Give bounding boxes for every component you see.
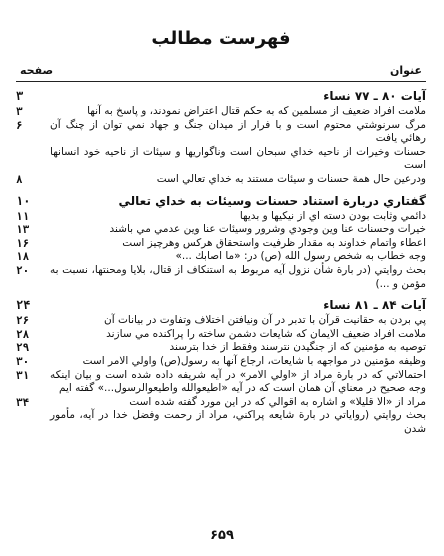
toc-entry-page: ۱۸ <box>16 250 30 264</box>
toc-entry-title: بحث روايتي (رواياتي در بارة شايعه پراكني، مراد از رحمت وفضل خدا در آيه، مأمور شدن <box>50 409 426 435</box>
toc-entry <box>16 409 426 436</box>
page-column-header: صفحه <box>20 64 54 77</box>
toc-entry <box>16 173 426 187</box>
toc-entry <box>16 369 426 396</box>
toc-entry-page: ۱۱ <box>16 209 30 223</box>
toc-entry-page: ۳ <box>16 105 23 118</box>
toc-entry-page: ۸ <box>16 172 23 186</box>
toc-section-heading <box>16 297 426 314</box>
toc-entry <box>16 355 426 369</box>
toc-entry-title: توصيه به مؤمنين كه از جنگيدن نترسند وفقط از خدا بترسند <box>169 341 426 354</box>
page-title: فهرست مطالب <box>151 28 291 49</box>
toc-entry-title: اعطاء واتمام خداوند به مقدار ظرفيت واستحقاق هركس وهرچيز است <box>122 236 426 249</box>
header-divider <box>16 81 426 82</box>
toc-entry <box>16 119 426 146</box>
toc-section-heading <box>16 88 426 105</box>
toc-entry-page: ۲۴ <box>16 298 31 313</box>
toc-entry-title: حسنات وخيرات از ناحيه خداي سبحان است وناگواريها و سيئات از ناحيه خود انسانها است <box>50 145 426 172</box>
toc-entry <box>16 223 426 237</box>
toc-entry-page: ۳۴ <box>16 395 30 409</box>
toc-entry-page: ۳ <box>16 89 24 103</box>
toc-entry-page: ۲۶ <box>16 314 30 328</box>
subject-column-header: عنوان <box>389 64 422 77</box>
toc-entry-title: مراد از «الا قليلا» و اشاره به اقوالي كه در اين مورد گفته شده است <box>129 395 426 408</box>
toc-entry <box>16 105 426 119</box>
toc-entry <box>16 250 426 264</box>
toc-entry <box>16 341 426 355</box>
toc-entry-page: ۳۰ <box>16 354 30 368</box>
toc-entry-page: ۳۱ <box>16 368 30 382</box>
toc-entry-title: مرگ سرنوشتي محتوم است و با فرار از ميدان جنگ و جهاد نمي توان از چنگ آن رهائي يافت <box>50 118 426 145</box>
toc-entry <box>16 264 426 291</box>
toc-entry-title: پي بردن به حقانيت قرآن با تدبر در آن ونيافتن اختلاف وتفاوت در بيانات آن <box>104 314 426 327</box>
toc-entry <box>16 396 426 410</box>
toc-entry <box>16 146 426 173</box>
toc-entry-title: ملامت افراد ضعيف از مسلمين كه به حكم قتال اعتراض نمودند، و پاسخ به آنها <box>87 105 426 117</box>
toc-entry-page: ۲۰ <box>16 263 30 277</box>
toc-entry-page: ۱۳ <box>16 223 30 237</box>
toc-entry-page: ۱۶ <box>16 236 30 250</box>
toc-entry-title: وظيفه مؤمنين در مواجهه با شايعات، ارجاع آنها به رسول(ص) واولي الامر است <box>82 354 426 367</box>
column-headers <box>16 64 426 77</box>
toc-entry-page: ۱۰ <box>16 193 31 208</box>
toc-entry-title: ملامت افراد ضعيف الايمان كه شايعات دشمن ساخته را پراكنده مي سازند <box>106 327 426 340</box>
toc-entry-title: احتمالاتي كه در بارة مراد از «اولي الامر» در آيه شريفه داده شده است و بيان اينكه وجه صحيح در معناي آن همان است كه در آيه «اطيعوالله واطيعوالرسول...» گفته ايم <box>50 368 426 395</box>
toc-entry-title: خيرات وحسنات عنا وين وجودي وشرور وسيئات عنا وين عدمي مي باشند <box>109 223 426 236</box>
toc-entry-title: گفتاري دربارة استناد حسنات وسيئات به خداي تعالي <box>118 193 426 208</box>
toc-entry <box>16 237 426 251</box>
toc-section-heading <box>16 193 426 210</box>
toc-entry <box>16 210 426 224</box>
toc-entry <box>16 314 426 328</box>
toc-entry-title: وجه خطاب به شخص رسول الله (ص) در: «ما اصابك ...» <box>175 250 426 263</box>
toc-entry-title: ودرعين حال همة حسنات و سيئات مستند به خداي تعالي است <box>156 172 426 185</box>
toc-entry <box>16 328 426 342</box>
toc-entry-page: ۲۸ <box>16 327 30 341</box>
page-number: ۶۵۹ <box>210 528 234 543</box>
toc-entry-page: ۶ <box>16 118 23 132</box>
toc-entry-title: دائمي وثابت بودن دسته اي از نيكيها و بديها <box>239 209 426 222</box>
toc-entry-title: آيات ۸۰ ـ ۷۷ نساء <box>323 89 426 103</box>
toc-entry-page: ۲۹ <box>16 341 30 355</box>
toc-entry-title: بحث روايتي (در بارة شأن نزول آيه مربوط به استنكاف از قتال، بلايا ومحنتها، نسبت به مؤمن و ...) <box>50 263 426 290</box>
table-of-contents <box>16 88 426 436</box>
toc-entry-title: آيات ۸۴ ـ ۸۱ نساء <box>323 298 426 313</box>
